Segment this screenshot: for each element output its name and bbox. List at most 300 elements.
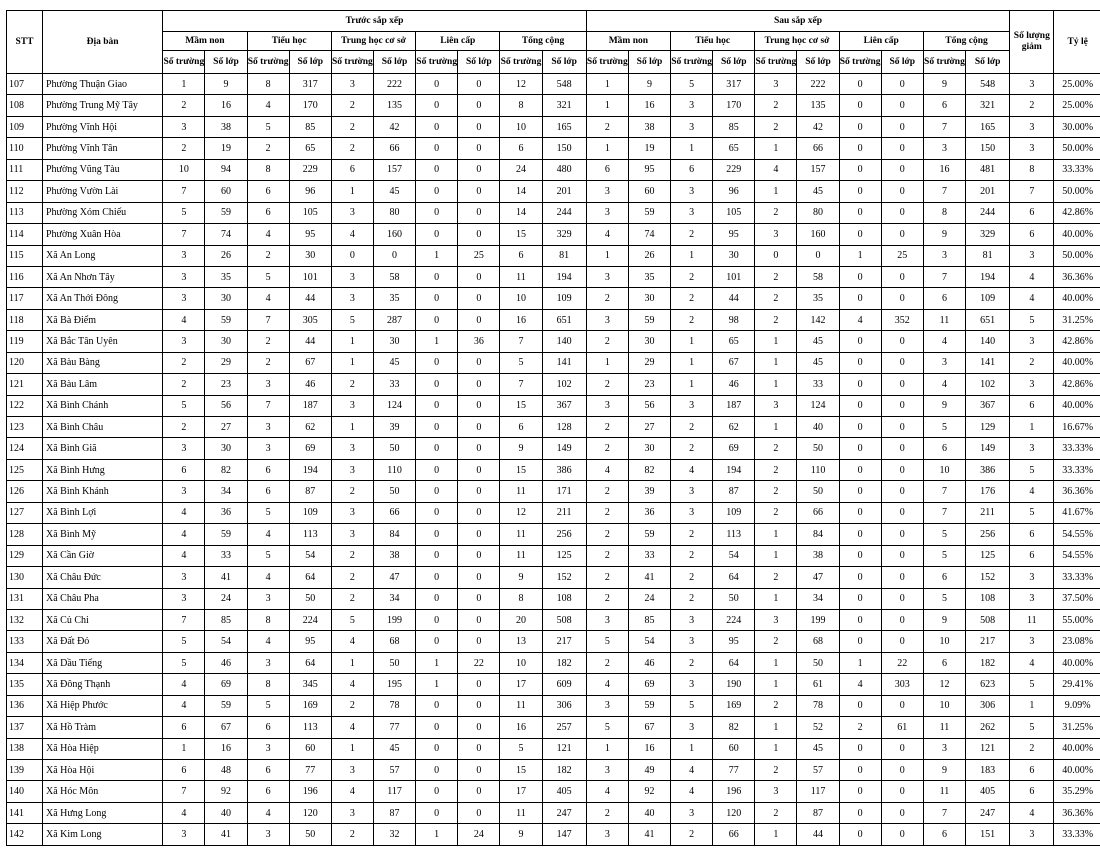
cell-stt: 124 — [7, 438, 43, 459]
table-row — [7, 438, 1100, 459]
cell-ty-le: 33.33% — [1054, 438, 1100, 459]
cell-before: 229 — [289, 159, 331, 180]
cell-so-luong-giam: 5 — [1010, 459, 1054, 480]
cell-before: 95 — [289, 631, 331, 652]
cell-after: 1 — [755, 545, 797, 566]
cell-before: 4 — [331, 674, 373, 695]
cell-after: 317 — [713, 74, 755, 95]
cell-stt: 118 — [7, 309, 43, 330]
cell-before: 0 — [416, 116, 458, 137]
cell-dia-ban: Phường Xóm Chiếu — [42, 202, 162, 223]
cell-after: 109 — [966, 288, 1010, 309]
cell-before: 0 — [416, 159, 458, 180]
cell-before: 46 — [289, 374, 331, 395]
cell-stt: 136 — [7, 695, 43, 716]
cell-after: 0 — [839, 116, 881, 137]
cell-before: 44 — [289, 331, 331, 352]
cell-after: 12 — [923, 674, 965, 695]
cell-so-luong-giam: 6 — [1010, 545, 1054, 566]
cell-before: 6 — [500, 245, 542, 266]
cell-after: 0 — [839, 181, 881, 202]
subheader-so-lop: Số lớp — [881, 51, 923, 74]
cell-after: 0 — [881, 609, 923, 630]
cell-stt: 110 — [7, 138, 43, 159]
cell-so-luong-giam: 5 — [1010, 309, 1054, 330]
cell-ty-le: 36.36% — [1054, 481, 1100, 502]
cell-dia-ban: Xã An Long — [42, 245, 162, 266]
cell-before: 16 — [205, 95, 247, 116]
cell-before: 9 — [500, 438, 542, 459]
cell-stt: 109 — [7, 116, 43, 137]
cell-dia-ban: Xã Bình Châu — [42, 417, 162, 438]
cell-ty-le: 54.55% — [1054, 545, 1100, 566]
cell-after: 0 — [881, 438, 923, 459]
cell-after: 0 — [839, 395, 881, 416]
cell-before: 68 — [373, 631, 415, 652]
cell-after: 3 — [755, 395, 797, 416]
cell-before: 4 — [163, 502, 205, 523]
cell-dia-ban: Phường Trung Mỹ Tây — [42, 95, 162, 116]
cell-after: 3 — [755, 74, 797, 95]
cell-before: 2 — [247, 352, 289, 373]
cell-after: 50 — [797, 652, 839, 673]
subheader-so-lop: Số lớp — [289, 51, 331, 74]
cell-after: 10 — [923, 459, 965, 480]
table-row — [7, 266, 1100, 287]
cell-before: 15 — [500, 395, 542, 416]
cell-after: 3 — [586, 824, 628, 845]
cell-after: 45 — [797, 738, 839, 759]
table-row — [7, 245, 1100, 266]
cell-after: 0 — [839, 74, 881, 95]
cell-before: 26 — [205, 245, 247, 266]
cell-before: 80 — [373, 202, 415, 223]
cell-before: 82 — [205, 459, 247, 480]
cell-after: 199 — [797, 609, 839, 630]
cell-after: 2 — [586, 374, 628, 395]
cell-before: 59 — [205, 202, 247, 223]
cell-after: 2 — [586, 588, 628, 609]
cell-before: 6 — [247, 481, 289, 502]
cell-after: 2 — [755, 288, 797, 309]
cell-before: 2 — [163, 417, 205, 438]
cell-before: 2 — [163, 95, 205, 116]
table-row — [7, 116, 1100, 137]
cell-after: 1 — [586, 74, 628, 95]
cell-after: 1 — [671, 738, 713, 759]
cell-before: 1 — [331, 652, 373, 673]
cell-before: 39 — [373, 417, 415, 438]
cell-after: 7 — [923, 266, 965, 287]
cell-dia-ban: Phường Thuận Giao — [42, 74, 162, 95]
cell-after: 102 — [966, 374, 1010, 395]
cell-after: 101 — [713, 266, 755, 287]
cell-after: 187 — [713, 395, 755, 416]
cell-before: 84 — [373, 524, 415, 545]
cell-ty-le: 31.25% — [1054, 717, 1100, 738]
cell-after: 96 — [713, 181, 755, 202]
subheader-so-lop: Số lớp — [713, 51, 755, 74]
cell-before: 46 — [205, 652, 247, 673]
cell-so-luong-giam: 4 — [1010, 266, 1054, 287]
cell-before: 16 — [500, 309, 542, 330]
cell-after: 1 — [755, 717, 797, 738]
cell-before: 7 — [163, 781, 205, 802]
cell-before: 24 — [500, 159, 542, 180]
cell-dia-ban: Phường Vĩnh Hội — [42, 116, 162, 137]
cell-after: 0 — [881, 202, 923, 223]
cell-ty-le: 55.00% — [1054, 609, 1100, 630]
cell-before: 59 — [205, 309, 247, 330]
cell-dia-ban: Xã Bà Điểm — [42, 309, 162, 330]
cell-before: 5 — [163, 631, 205, 652]
cell-before: 66 — [373, 138, 415, 159]
cell-before: 6 — [247, 717, 289, 738]
cell-before: 3 — [331, 438, 373, 459]
cell-ty-le: 54.55% — [1054, 524, 1100, 545]
cell-stt: 133 — [7, 631, 43, 652]
cell-before: 5 — [331, 309, 373, 330]
cell-before: 4 — [247, 224, 289, 245]
cell-before: 4 — [163, 802, 205, 823]
cell-before: 41 — [205, 824, 247, 845]
cell-ty-le: 40.00% — [1054, 760, 1100, 781]
table-row — [7, 417, 1100, 438]
cell-after: 7 — [923, 502, 965, 523]
cell-stt: 129 — [7, 545, 43, 566]
cell-after: 84 — [797, 524, 839, 545]
cell-before: 3 — [247, 438, 289, 459]
cell-after: 38 — [628, 116, 670, 137]
cell-before: 48 — [205, 760, 247, 781]
cell-before: 147 — [542, 824, 586, 845]
cell-after: 0 — [881, 567, 923, 588]
cell-after: 4 — [923, 374, 965, 395]
cell-after: 7 — [923, 116, 965, 137]
cell-stt: 121 — [7, 374, 43, 395]
cell-after: 0 — [839, 352, 881, 373]
cell-before: 6 — [500, 138, 542, 159]
cell-after: 2 — [586, 545, 628, 566]
cell-after: 50 — [713, 588, 755, 609]
cell-before: 0 — [416, 631, 458, 652]
cell-so-luong-giam: 5 — [1010, 502, 1054, 523]
cell-before: 11 — [500, 545, 542, 566]
cell-before: 45 — [373, 352, 415, 373]
cell-after: 45 — [797, 352, 839, 373]
cell-after: 9 — [923, 224, 965, 245]
cell-after: 1 — [755, 738, 797, 759]
cell-after: 2 — [755, 502, 797, 523]
cell-after: 2 — [755, 695, 797, 716]
cell-ty-le: 16.67% — [1054, 417, 1100, 438]
cell-after: 0 — [839, 224, 881, 245]
cell-after: 1 — [586, 95, 628, 116]
cell-before: 24 — [458, 824, 500, 845]
header-group-tieu-hoc-after: Tiểu học — [671, 32, 755, 51]
cell-after: 1 — [755, 524, 797, 545]
cell-after: 3 — [586, 760, 628, 781]
cell-after: 3 — [671, 717, 713, 738]
cell-before: 10 — [500, 116, 542, 137]
cell-before: 0 — [416, 524, 458, 545]
cell-before: 160 — [373, 224, 415, 245]
cell-before: 32 — [373, 824, 415, 845]
cell-stt: 141 — [7, 802, 43, 823]
cell-before: 3 — [331, 202, 373, 223]
cell-before: 45 — [373, 738, 415, 759]
cell-before: 74 — [205, 224, 247, 245]
cell-before: 7 — [247, 395, 289, 416]
cell-after: 0 — [881, 395, 923, 416]
cell-after: 2 — [671, 524, 713, 545]
table-row — [7, 331, 1100, 352]
cell-after: 87 — [797, 802, 839, 823]
cell-after: 0 — [839, 588, 881, 609]
cell-before: 0 — [416, 266, 458, 287]
cell-after: 0 — [881, 288, 923, 309]
table-row — [7, 395, 1100, 416]
cell-before: 3 — [247, 588, 289, 609]
cell-before: 3 — [331, 74, 373, 95]
cell-after: 142 — [797, 309, 839, 330]
cell-before: 3 — [163, 481, 205, 502]
cell-ty-le: 40.00% — [1054, 224, 1100, 245]
cell-ty-le: 42.86% — [1054, 374, 1100, 395]
cell-after: 0 — [881, 224, 923, 245]
cell-after: 0 — [839, 781, 881, 802]
cell-after: 157 — [797, 159, 839, 180]
cell-after: 160 — [797, 224, 839, 245]
table-row — [7, 159, 1100, 180]
cell-after: 651 — [966, 309, 1010, 330]
cell-after: 7 — [923, 481, 965, 502]
cell-after: 11 — [923, 781, 965, 802]
cell-after: 11 — [923, 309, 965, 330]
cell-before: 20 — [500, 609, 542, 630]
cell-after: 2 — [586, 502, 628, 523]
cell-after: 0 — [839, 738, 881, 759]
cell-before: 3 — [163, 331, 205, 352]
subheader-so-lop: Số lớp — [797, 51, 839, 74]
cell-after: 117 — [797, 781, 839, 802]
cell-so-luong-giam: 3 — [1010, 631, 1054, 652]
cell-after: 0 — [839, 631, 881, 652]
table-row — [7, 374, 1100, 395]
cell-after: 0 — [839, 438, 881, 459]
cell-after: 4 — [586, 459, 628, 480]
cell-after: 0 — [881, 459, 923, 480]
cell-after: 1 — [755, 824, 797, 845]
cell-before: 0 — [458, 524, 500, 545]
cell-after: 1 — [671, 331, 713, 352]
cell-after: 50 — [797, 481, 839, 502]
cell-before: 87 — [289, 481, 331, 502]
cell-before: 0 — [458, 159, 500, 180]
cell-before: 0 — [458, 781, 500, 802]
cell-stt: 126 — [7, 481, 43, 502]
cell-before: 94 — [205, 159, 247, 180]
cell-after: 2 — [755, 631, 797, 652]
cell-before: 182 — [542, 760, 586, 781]
cell-after: 623 — [966, 674, 1010, 695]
cell-before: 548 — [542, 74, 586, 95]
cell-after: 38 — [797, 545, 839, 566]
cell-dia-ban: Xã An Nhơn Tây — [42, 266, 162, 287]
subheader-so-truong: Số trường — [586, 51, 628, 74]
cell-before: 3 — [247, 738, 289, 759]
cell-before: 0 — [416, 288, 458, 309]
cell-after: 0 — [881, 374, 923, 395]
cell-before: 0 — [458, 309, 500, 330]
cell-so-luong-giam: 2 — [1010, 95, 1054, 116]
cell-after: 5 — [923, 417, 965, 438]
cell-after: 303 — [881, 674, 923, 695]
cell-stt: 142 — [7, 824, 43, 845]
cell-before: 19 — [205, 138, 247, 159]
cell-so-luong-giam: 8 — [1010, 159, 1054, 180]
cell-before: 0 — [416, 309, 458, 330]
cell-after: 1 — [586, 738, 628, 759]
cell-before: 41 — [205, 567, 247, 588]
cell-ty-le: 33.33% — [1054, 159, 1100, 180]
cell-before: 367 — [542, 395, 586, 416]
cell-before: 0 — [416, 802, 458, 823]
cell-after: 2 — [586, 417, 628, 438]
cell-before: 3 — [331, 802, 373, 823]
cell-after: 3 — [671, 631, 713, 652]
cell-after: 5 — [671, 74, 713, 95]
cell-before: 0 — [458, 567, 500, 588]
cell-after: 1 — [586, 138, 628, 159]
cell-after: 2 — [755, 95, 797, 116]
statistics-table — [6, 10, 1100, 846]
cell-before: 7 — [163, 181, 205, 202]
cell-after: 329 — [966, 224, 1010, 245]
cell-after: 3 — [671, 674, 713, 695]
cell-after: 2 — [586, 438, 628, 459]
cell-after: 229 — [713, 159, 755, 180]
cell-before: 59 — [205, 695, 247, 716]
cell-before: 0 — [416, 609, 458, 630]
cell-after: 190 — [713, 674, 755, 695]
cell-after: 196 — [713, 781, 755, 802]
cell-after: 0 — [881, 95, 923, 116]
header-group-lien-cap-after: Liên cấp — [839, 32, 923, 51]
cell-after: 74 — [628, 224, 670, 245]
table-row — [7, 674, 1100, 695]
cell-after: 4 — [839, 309, 881, 330]
cell-after: 2 — [671, 266, 713, 287]
cell-before: 3 — [331, 502, 373, 523]
cell-before: 2 — [331, 374, 373, 395]
cell-before: 117 — [373, 781, 415, 802]
cell-after: 60 — [713, 738, 755, 759]
cell-before: 0 — [458, 695, 500, 716]
cell-before: 1 — [331, 417, 373, 438]
header-ty-le: Tỷ lệ — [1054, 11, 1100, 74]
cell-after: 306 — [966, 695, 1010, 716]
cell-before: 4 — [163, 695, 205, 716]
cell-before: 7 — [500, 331, 542, 352]
cell-before: 0 — [458, 138, 500, 159]
table-row — [7, 202, 1100, 223]
cell-after: 1 — [839, 652, 881, 673]
cell-before: 42 — [373, 116, 415, 137]
cell-before: 85 — [205, 609, 247, 630]
cell-before: 3 — [247, 417, 289, 438]
cell-before: 67 — [289, 352, 331, 373]
cell-after: 78 — [797, 695, 839, 716]
cell-after: 9 — [923, 74, 965, 95]
cell-before: 0 — [458, 95, 500, 116]
cell-before: 50 — [373, 481, 415, 502]
cell-before: 0 — [458, 502, 500, 523]
cell-after: 0 — [881, 824, 923, 845]
table-header — [7, 11, 1100, 74]
cell-before: 6 — [247, 760, 289, 781]
cell-after: 2 — [586, 652, 628, 673]
cell-before: 247 — [542, 802, 586, 823]
cell-after: 2 — [755, 266, 797, 287]
cell-after: 0 — [839, 824, 881, 845]
cell-after: 135 — [797, 95, 839, 116]
cell-before: 101 — [289, 266, 331, 287]
cell-dia-ban: Xã Hòa Hiệp — [42, 738, 162, 759]
cell-after: 2 — [671, 438, 713, 459]
cell-before: 305 — [289, 309, 331, 330]
cell-after: 4 — [586, 781, 628, 802]
cell-before: 7 — [247, 309, 289, 330]
cell-before: 2 — [247, 138, 289, 159]
cell-dia-ban: Xã Bàu Bàng — [42, 352, 162, 373]
subheader-so-lop: Số lớp — [458, 51, 500, 74]
cell-after: 0 — [839, 331, 881, 352]
cell-before: 77 — [373, 717, 415, 738]
cell-after: 26 — [628, 245, 670, 266]
cell-after: 41 — [628, 567, 670, 588]
cell-after: 0 — [881, 545, 923, 566]
table-body — [7, 74, 1100, 846]
cell-before: 95 — [289, 224, 331, 245]
cell-after: 405 — [966, 781, 1010, 802]
cell-so-luong-giam: 2 — [1010, 738, 1054, 759]
table-row — [7, 652, 1100, 673]
cell-after: 0 — [881, 524, 923, 545]
cell-before: 3 — [247, 824, 289, 845]
cell-before: 10 — [500, 652, 542, 673]
cell-after: 169 — [713, 695, 755, 716]
cell-after: 85 — [713, 116, 755, 137]
cell-before: 16 — [500, 717, 542, 738]
cell-after: 45 — [797, 331, 839, 352]
cell-after: 6 — [923, 438, 965, 459]
subheader-so-truong: Số trường — [416, 51, 458, 74]
cell-after: 39 — [628, 481, 670, 502]
cell-after: 68 — [797, 631, 839, 652]
cell-before: 3 — [331, 288, 373, 309]
cell-stt: 125 — [7, 459, 43, 480]
table-row — [7, 95, 1100, 116]
cell-after: 1 — [671, 138, 713, 159]
cell-so-luong-giam: 11 — [1010, 609, 1054, 630]
cell-before: 5 — [247, 266, 289, 287]
cell-after: 9 — [923, 395, 965, 416]
cell-after: 0 — [839, 202, 881, 223]
cell-after: 108 — [966, 588, 1010, 609]
cell-before: 56 — [205, 395, 247, 416]
cell-before: 12 — [500, 74, 542, 95]
